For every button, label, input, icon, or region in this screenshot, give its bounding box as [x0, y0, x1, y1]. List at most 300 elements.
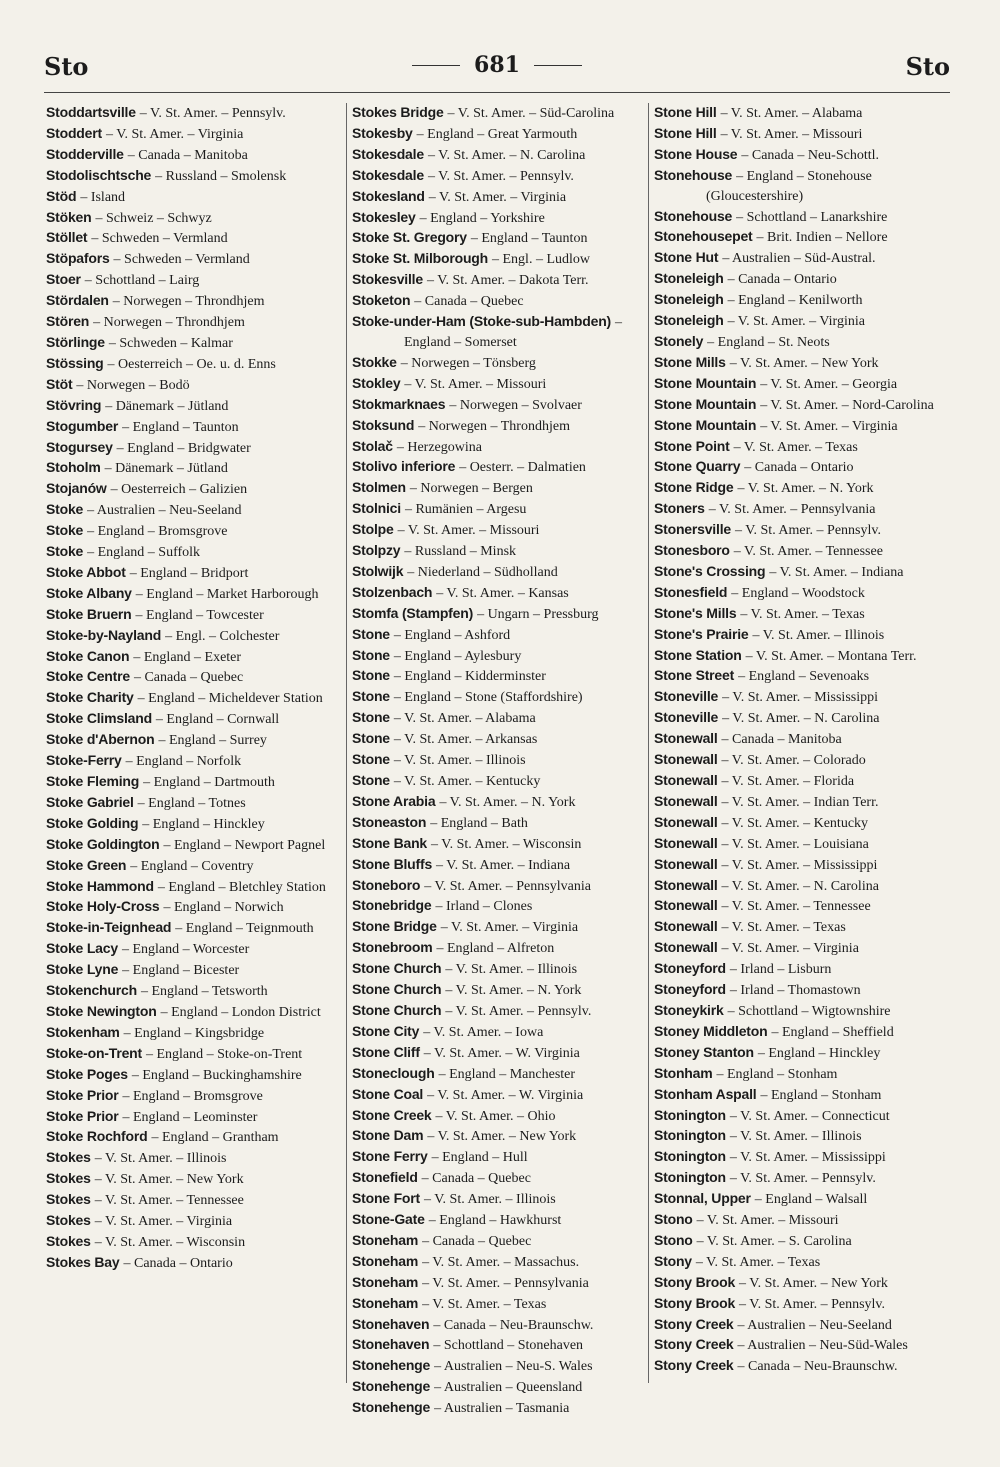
entry-location: – England – Aylesbury	[393, 648, 522, 664]
gazetteer-entry	[352, 437, 644, 458]
entry-headword: Stoneham	[352, 1273, 419, 1290]
entry-headword: Stone Mountain	[654, 374, 757, 391]
gazetteer-entry	[352, 291, 644, 312]
entry-location: – V. St. Amer. – Dakota Terr.	[426, 273, 589, 289]
entry-headword: Stone Mills	[654, 353, 726, 370]
entry-headword: Stodderville	[46, 145, 124, 162]
entry-headword: Stone Church	[352, 1001, 442, 1018]
entry-location: – Schottland – Wigtownshire	[727, 1003, 891, 1019]
entry-headword: Stoke Abbot	[46, 563, 126, 580]
entry-headword: Stonewall	[654, 897, 718, 914]
gazetteer-entry	[352, 249, 644, 270]
entry-location: – England – Towcester	[135, 607, 264, 623]
entry-location: – England – Norwich	[163, 900, 284, 916]
gazetteer-entry	[352, 166, 644, 187]
entry-headword: Stoke Bruern	[46, 605, 132, 622]
gazetteer-entry	[46, 584, 342, 605]
gazetteer-entry	[46, 1211, 342, 1232]
entry-location: – Canada – Neu-Schottl.	[741, 147, 880, 163]
gazetteer-entry	[352, 145, 644, 166]
entry-headword: Stoneham	[352, 1231, 419, 1248]
gazetteer-entry	[46, 939, 342, 960]
gazetteer-entry	[352, 478, 644, 499]
entry-location: – Australien – Tasmania	[434, 1401, 570, 1417]
gazetteer-entry	[352, 750, 644, 771]
entry-headword: Stoholm	[46, 459, 101, 476]
entry-headword: Stonehaven	[352, 1336, 430, 1353]
gazetteer-entry	[654, 437, 950, 458]
entry-location: – V. St. Amer. – Pennsylvania	[708, 502, 876, 518]
entry-headword: Stoneleigh	[654, 291, 724, 308]
entry-location: – England – Bletchley Station	[157, 879, 326, 895]
entry-location: – V. St. Amer. – W. Virginia	[427, 1087, 584, 1103]
entry-location: – V. St. Amer. – N. Carolina	[427, 147, 586, 163]
entry-headword: Stone Bridge	[352, 918, 437, 935]
entry-headword: Stoneclough	[352, 1064, 435, 1081]
gazetteer-entry	[352, 103, 644, 124]
entry-headword: Stoke Hammond	[46, 877, 154, 894]
entry-headword: Stoke Goldington	[46, 835, 160, 852]
entry-headword: Stone Creek	[352, 1106, 432, 1123]
entry-headword: Stone	[352, 772, 390, 788]
gazetteer-entry	[46, 814, 342, 835]
gazetteer-entry	[352, 541, 644, 562]
entry-headword: Stokes	[46, 1149, 91, 1166]
gazetteer-entry	[46, 563, 342, 584]
entry-headword: Stoneykirk	[654, 1001, 724, 1018]
entry-headword: Stone	[352, 688, 390, 705]
gazetteer-entry	[352, 1043, 644, 1064]
entry-location: – V. St. Amer. – Missouri	[720, 126, 863, 142]
entry-location: – England – London District	[160, 1004, 321, 1020]
gazetteer-entry	[352, 876, 644, 897]
gazetteer-entry	[352, 520, 644, 541]
gazetteer-entry	[654, 166, 950, 207]
entry-location: – England – Ashford	[393, 627, 511, 643]
gazetteer-entry	[46, 375, 342, 396]
entry-headword: Stoke Green	[46, 856, 127, 873]
entry-location: – Russland – Minsk	[404, 544, 517, 560]
entry-headword: Stöken	[46, 208, 92, 225]
entry-headword: Stövring	[46, 396, 102, 413]
entry-headword: Stony	[654, 1252, 692, 1269]
entry-headword: Stoke-Ferry	[46, 752, 122, 769]
entry-headword: Stonehouse	[654, 207, 733, 224]
entry-location: – Australien – Neu-Süd-Wales	[737, 1338, 908, 1354]
gazetteer-entry	[654, 604, 950, 625]
gazetteer-entry	[654, 457, 950, 478]
entry-location: – Australien – Süd-Austral.	[722, 251, 876, 267]
gazetteer-entry	[46, 1232, 342, 1253]
header-rule	[44, 92, 950, 93]
entry-headword: Stoneville	[654, 688, 719, 705]
entry-location: – England – Kenilworth	[727, 293, 863, 309]
entry-headword: Stonewall	[654, 939, 718, 956]
entry-headword: Stoksund	[352, 416, 415, 433]
entry-location: – England – Manchester	[438, 1066, 576, 1082]
gazetteer-entry	[352, 771, 644, 792]
gazetteer-entry	[46, 918, 342, 939]
entry-location: – England – Bridgwater	[116, 440, 251, 456]
entry-headword: Stone's Mills	[654, 604, 737, 621]
entry-headword: Stoke Lacy	[46, 940, 118, 957]
entry-headword: Stoke d'Abernon	[46, 731, 155, 748]
entry-location: – V. St. Amer. – Virginia	[440, 920, 579, 936]
entry-headword: Stonington	[654, 1127, 726, 1144]
entry-headword: Stoke-under-Ham (Stoke-sub-Hambden)	[352, 313, 612, 330]
entry-headword: Stoney Middleton	[654, 1022, 768, 1039]
gazetteer-entry	[46, 856, 342, 877]
gazetteer-entry	[654, 1335, 950, 1356]
entry-location: – England – Stonehouse (Gloucestershire)	[706, 168, 872, 204]
entry-headword: Stonington	[654, 1169, 726, 1186]
entry-headword: Stonewall	[654, 792, 718, 809]
entry-location: – Dänemark – Jütland	[104, 461, 228, 477]
gazetteer-entry	[654, 227, 950, 248]
gazetteer-entry	[654, 520, 950, 541]
entry-headword: Stonebroom	[352, 939, 433, 956]
entry-location: – Canada – Ontario	[727, 272, 837, 288]
entry-headword: Stokmarknaes	[352, 395, 446, 412]
entry-location: – V. St. Amer. – Alabama	[393, 711, 536, 727]
gazetteer-entry	[46, 751, 342, 772]
gazetteer-entry	[46, 626, 342, 647]
entry-headword: Stone Cliff	[352, 1043, 420, 1060]
gazetteer-entry	[352, 1064, 644, 1085]
entry-headword: Stonewall	[654, 876, 718, 893]
gazetteer-entry	[352, 1231, 644, 1252]
entry-location: – Schweden – Kalmar	[108, 335, 233, 351]
gazetteer-entry	[654, 625, 950, 646]
entry-location: – England – Leominster	[122, 1109, 258, 1125]
entry-headword: Stolpzy	[352, 542, 401, 559]
entry-location: – V. St. Amer. – S. Carolina	[696, 1233, 852, 1249]
entry-headword: Stone Dam	[352, 1127, 424, 1144]
gazetteer-entry	[352, 855, 644, 876]
entry-headword: Stonewall	[654, 855, 718, 872]
entry-location: – Canada – Manitoba	[721, 732, 842, 748]
gazetteer-entry	[46, 438, 342, 459]
entry-headword: Stoke St. Gregory	[352, 229, 467, 246]
entry-location: – Oesterr. – Dalmatien	[459, 460, 586, 476]
entry-headword: Stone Station	[654, 646, 742, 663]
entry-location: – England – Woodstock	[731, 585, 865, 601]
gazetteer-entry	[654, 1064, 950, 1085]
entry-headword: Stoney Stanton	[654, 1043, 754, 1060]
page-number: 681	[474, 52, 520, 78]
entry-headword: Stonely	[654, 332, 704, 349]
entry-headword: Stoke Rochford	[46, 1128, 148, 1145]
entry-headword: Stone-Gate	[352, 1211, 425, 1228]
entry-headword: Stolzenbach	[352, 583, 433, 600]
gazetteer-entry	[46, 1002, 342, 1023]
entry-location: – V. St. Amer. – New York	[729, 355, 879, 371]
gazetteer-entry	[352, 938, 644, 959]
entry-location: – Norwegen – Throndhjem	[418, 418, 570, 434]
entry-location: – Niederland – Südholland	[407, 564, 558, 580]
entry-location: – Russland – Smolensk	[155, 168, 287, 184]
gazetteer-entry	[654, 855, 950, 876]
entry-location: – V. St. Amer. – Pennsylv.	[739, 1296, 886, 1312]
entry-location: – Norwegen – Tönsberg	[400, 355, 536, 371]
entry-location: – Canada – Manitoba	[127, 147, 248, 163]
entry-headword: Stolnici	[352, 500, 401, 517]
entry-headword: Stoddert	[46, 124, 102, 141]
gazetteer-entry	[654, 374, 950, 395]
gazetteer-entry	[46, 1169, 342, 1190]
gazetteer-entry	[46, 312, 342, 333]
gazetteer-entry	[352, 1168, 644, 1189]
gazetteer-entry	[654, 145, 950, 166]
entry-headword: Stokesdale	[352, 166, 424, 183]
entry-location: – Schweden – Vermland	[113, 252, 250, 268]
entry-headword: Stoke Climsland	[46, 710, 152, 727]
gazetteer-entry	[654, 792, 950, 813]
entry-headword: Stone	[352, 646, 390, 663]
gazetteer-entry	[654, 395, 950, 416]
entry-headword: Stony Brook	[654, 1273, 736, 1290]
gazetteer-entry	[352, 1252, 644, 1273]
gazetteer-entry	[352, 457, 644, 478]
entry-location: – England – Buckinghamshire	[131, 1067, 302, 1083]
gazetteer-entry	[654, 1252, 950, 1273]
entry-location: – England – Stone (Staffordshire)	[393, 690, 583, 706]
entry-location: – Canada – Quebec	[133, 670, 244, 686]
entry-location: – V. St. Amer. – Tennessee	[721, 899, 871, 915]
entry-location: – V. St. Amer. – Illinois	[424, 1192, 556, 1208]
entry-location: – Engl. – Ludlow	[492, 252, 590, 268]
entry-headword: Stone	[352, 751, 390, 768]
entry-headword: Stone's Prairie	[654, 625, 749, 642]
entry-location: – Brit. Indien – Nellore	[756, 230, 888, 246]
gazetteer-entry	[654, 311, 950, 332]
entry-location: – Herzegowina	[396, 439, 482, 455]
entry-headword: Stone	[352, 730, 390, 747]
entry-location: – V. St. Amer. – New York	[739, 1275, 888, 1291]
entry-location: – V. St. Amer. – Pennsylvania	[422, 1275, 589, 1291]
entry-location: – Norwegen – Svolvaer	[449, 397, 582, 413]
gazetteer-entry	[352, 646, 644, 667]
gazetteer-entry	[352, 1085, 644, 1106]
gazetteer-entry	[46, 228, 342, 249]
entry-location: – V. St. Amer. – Ohio	[435, 1108, 556, 1124]
gazetteer-entry	[352, 729, 644, 750]
entry-headword: Stoke	[46, 501, 84, 518]
entry-headword: Stöpafors	[46, 250, 110, 267]
entry-headword: Stöd	[46, 187, 77, 204]
entry-location: – England – Sevenoaks	[738, 669, 870, 685]
gazetteer-entry	[352, 980, 644, 1001]
entry-headword: Stonham Aspall	[654, 1085, 757, 1102]
gazetteer-entry	[46, 981, 342, 1002]
entry-headword: Stone Hill	[654, 124, 717, 141]
entry-headword: Stonesboro	[654, 542, 730, 559]
entry-location: – Schweden – Vermland	[91, 231, 228, 247]
entry-location: – V. St. Amer. – Illinois	[752, 627, 885, 643]
entry-headword: Stoneville	[654, 709, 719, 726]
entry-headword: Stöllet	[46, 229, 88, 246]
gazetteer-entry	[654, 269, 950, 290]
entry-headword: Stone Point	[654, 437, 730, 454]
entry-location: – V. St. Amer. – Missouri	[696, 1213, 839, 1229]
entry-headword: Stoneleigh	[654, 312, 724, 329]
gazetteer-entry	[46, 793, 342, 814]
entry-location: – England – Kidderminster	[393, 669, 546, 685]
entry-location: – England – Yorkshire	[419, 210, 545, 226]
gazetteer-entry	[46, 772, 342, 793]
gazetteer-entry	[654, 708, 950, 729]
entry-location: – V. St. Amer. – Indiana	[436, 857, 571, 873]
entry-location: – Schottland – Lanarkshire	[736, 209, 888, 225]
column-3	[654, 103, 950, 1377]
gazetteer-entry	[46, 479, 342, 500]
entry-headword: Stonington	[654, 1148, 726, 1165]
gazetteer-entry	[46, 187, 342, 208]
gazetteer-entry	[654, 1273, 950, 1294]
entry-location: – England – Suffolk	[87, 545, 201, 561]
gazetteer-entry	[352, 353, 644, 374]
entry-location: – Australien – Neu-S. Wales	[434, 1359, 593, 1375]
gazetteer-entry	[654, 248, 950, 269]
gazetteer-entry	[352, 187, 644, 208]
entry-location: – England – Micheldever Station	[137, 691, 323, 707]
page-header	[44, 52, 950, 86]
entry-location: – V. St. Amer. – Massachus.	[422, 1254, 580, 1270]
gazetteer-entry	[352, 792, 644, 813]
entry-location: – England – Somerset	[404, 315, 623, 350]
entry-headword: Stoke-by-Nayland	[46, 626, 162, 643]
entry-location: – V. St. Amer. – Louisiana	[721, 836, 869, 852]
entry-location: – V. St. Amer. – N. Carolina	[721, 878, 879, 894]
entry-location: – England – Taunton	[122, 419, 239, 435]
entry-headword: Stoke-on-Trent	[46, 1044, 142, 1061]
entry-location: – V. St. Amer. – Kentucky	[721, 815, 869, 831]
entry-headword: Stoners	[654, 500, 705, 517]
entry-headword: Stolpe	[352, 521, 394, 538]
gazetteer-entry	[46, 354, 342, 375]
entry-location: – England – Totnes	[137, 795, 246, 811]
gazetteer-entry	[654, 750, 950, 771]
gazetteer-entry	[654, 876, 950, 897]
gazetteer-entry	[46, 1044, 342, 1065]
gazetteer-entry	[46, 667, 342, 688]
entry-location: – Oesterreich – Oe. u. d. Enns	[107, 356, 276, 372]
entry-location: – V. St. Amer. – Virginia	[721, 941, 859, 957]
entry-location: – V. St. Amer. – Pennsylv.	[139, 106, 286, 121]
gazetteer-entry	[352, 708, 644, 729]
column-1	[46, 103, 342, 1274]
entry-location: – England – Norfolk	[125, 754, 242, 770]
entry-headword: Stone Bluffs	[352, 855, 433, 872]
entry-location: – V. St. Amer. – Mississippi	[729, 1150, 886, 1166]
entry-headword: Stone Arabia	[352, 792, 436, 809]
entry-location: – V. St. Amer. – N. Carolina	[722, 711, 880, 727]
gazetteer-entry	[46, 103, 342, 124]
entry-location: – V. St. Amer. – Texas	[422, 1296, 547, 1312]
gazetteer-entry	[352, 395, 644, 416]
entry-location: – Ungarn – Pressburg	[477, 606, 599, 622]
entry-location: – V. St. Amer. – Texas	[733, 439, 858, 455]
entry-headword: Stony Brook	[654, 1294, 736, 1311]
entry-headword: Stogursey	[46, 438, 113, 455]
gazetteer-entry	[46, 417, 342, 438]
entry-headword: Stoke Centre	[46, 668, 130, 685]
gazetteer-entry	[46, 166, 342, 187]
entry-headword: Stone Fort	[352, 1190, 420, 1207]
header-dash-right	[534, 65, 582, 66]
entry-headword: Stoke Canon	[46, 647, 130, 664]
column-divider-2	[648, 103, 649, 1383]
entry-location: – V. St. Amer. – Montana Terr.	[745, 648, 917, 664]
entry-location: – Irland – Thomastown	[729, 983, 861, 999]
entry-location: – V. St. Amer. – Missouri	[404, 376, 547, 392]
gazetteer-entry	[654, 541, 950, 562]
gazetteer-entry	[46, 877, 342, 898]
entry-location: – V. St. Amer. – Virginia	[428, 189, 567, 205]
entry-location: – V. St. Amer. – Mississippi	[722, 690, 878, 706]
entry-headword: Stoke Holy-Cross	[46, 898, 160, 915]
entry-location: – V. St. Amer. – Kansas	[436, 585, 569, 601]
entry-location: – V. St. Amer. – Kentucky	[393, 774, 541, 789]
gazetteer-entry	[654, 917, 950, 938]
gazetteer-entry	[46, 500, 342, 521]
entry-headword: Stone Coal	[352, 1085, 424, 1102]
entry-headword: Stokes	[46, 1212, 91, 1229]
entry-headword: Stone Hill	[654, 104, 717, 120]
entry-location: – V. St. Amer. – Florida	[721, 774, 855, 789]
entry-location: – England – Bridport	[129, 565, 249, 581]
entry-location: – Norwegen – Bodö	[76, 377, 190, 393]
entry-location: – England – Stoke-on-Trent	[145, 1046, 303, 1062]
header-right-keyword: Sto	[905, 52, 950, 81]
entry-headword: Stokes	[46, 1191, 91, 1208]
entry-location: – England – Grantham	[151, 1130, 279, 1146]
entry-headword: Stokesville	[352, 271, 423, 288]
gazetteer-entry	[654, 1001, 950, 1022]
gazetteer-entry	[46, 1107, 342, 1128]
entry-headword: Stogumber	[46, 417, 119, 434]
gazetteer-entry	[46, 1190, 342, 1211]
entry-headword: Stoke Gabriel	[46, 793, 134, 810]
entry-headword: Stonnal, Upper	[654, 1190, 751, 1207]
gazetteer-entry	[46, 647, 342, 668]
entry-headword: Stoke-in-Teignhead	[46, 919, 172, 936]
gazetteer-entry	[654, 1315, 950, 1336]
entry-location: – V. St. Amer. – Illinois	[393, 753, 526, 769]
entry-location: – England – Bromsgrove	[87, 524, 228, 540]
gazetteer-entry	[352, 625, 644, 646]
gazetteer-entry	[46, 709, 342, 730]
entry-location: – Australien – Neu-Seeland	[87, 503, 242, 519]
gazetteer-entry	[654, 1210, 950, 1231]
entry-location: – Irland – Clones	[435, 899, 533, 915]
gazetteer-entry	[46, 960, 342, 981]
entry-headword: Stokes Bridge	[352, 104, 444, 120]
entry-headword: Stoneyford	[654, 960, 726, 977]
entry-location: – Engl. – Colchester	[165, 628, 280, 644]
gazetteer-entry	[654, 687, 950, 708]
entry-location: – England – Hull	[431, 1150, 528, 1166]
gazetteer-entry	[654, 583, 950, 604]
entry-location: – V. St. Amer. – Tennessee	[733, 544, 883, 560]
entry-location: – England – Great Yarmouth	[416, 126, 578, 142]
entry-headword: Stokke	[352, 353, 397, 370]
gazetteer-entry	[654, 1356, 950, 1377]
entry-location: – England – Surrey	[158, 733, 267, 749]
gazetteer-entry	[654, 1126, 950, 1147]
gazetteer-entry	[654, 813, 950, 834]
entry-headword: Stoke Poges	[46, 1065, 128, 1082]
